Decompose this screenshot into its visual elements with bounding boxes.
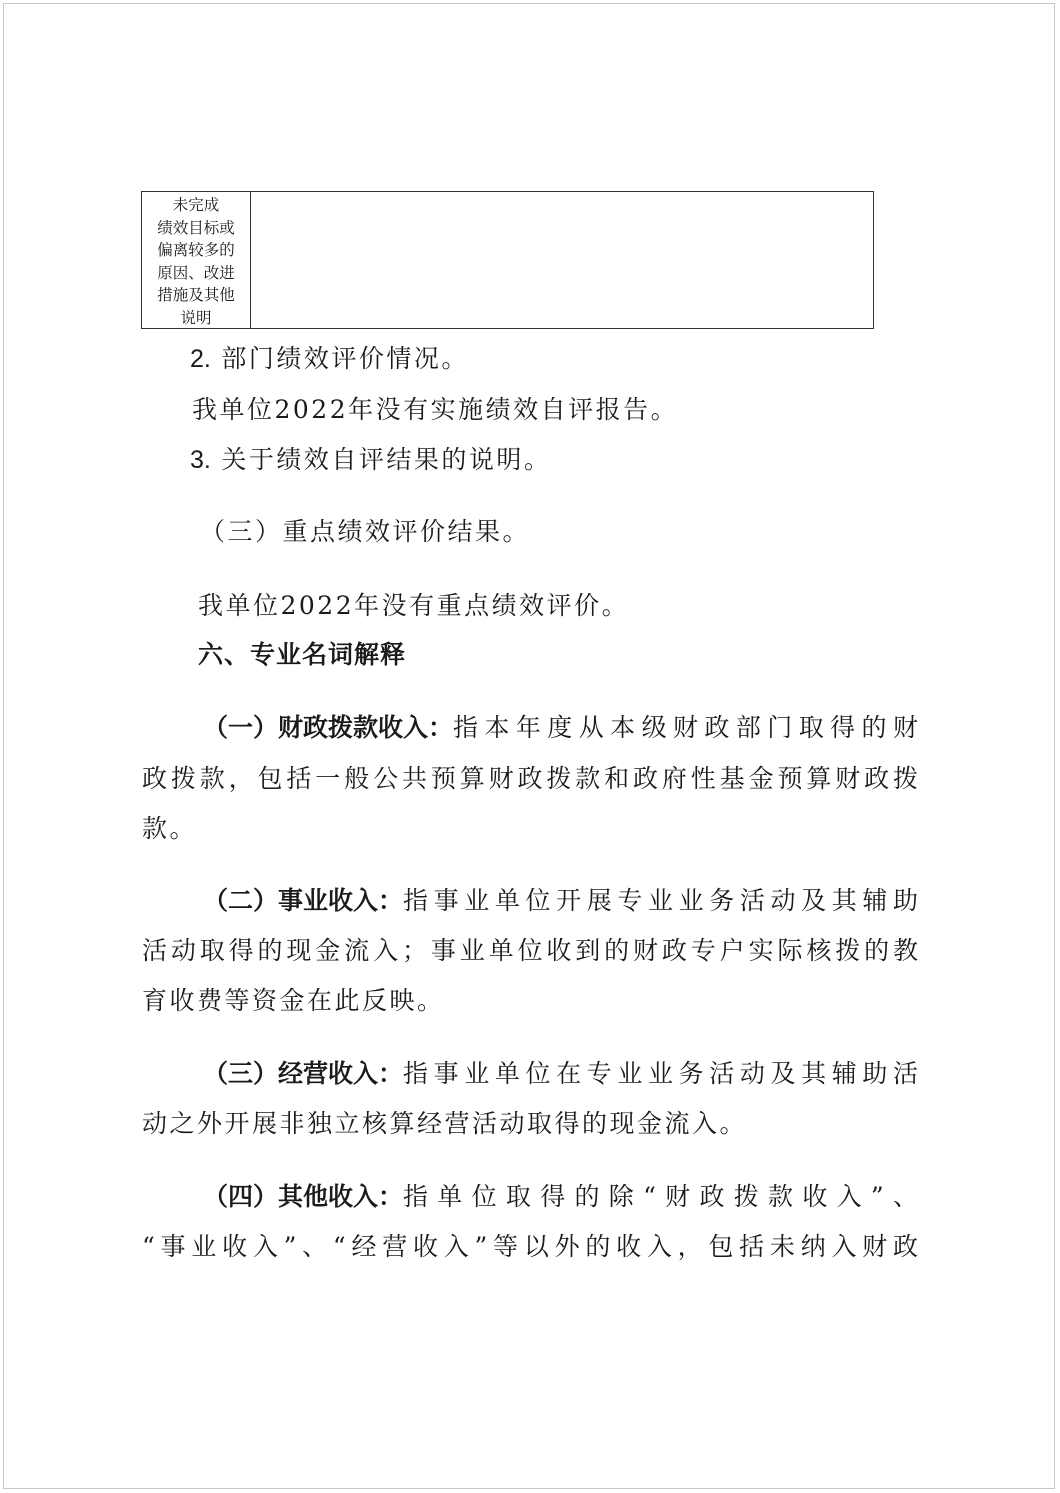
table-label-line: 偏离较多的 [157,241,235,259]
definition-other-income-line2: “事业收入”、“经营收入”等以外的收入，包括未纳入财政 [142,1232,918,1261]
item-text: 部门绩效评价情况。 [221,344,469,373]
item-number: 3. [190,446,211,474]
definition-fiscal-allocation-line3: 款。 [142,814,198,843]
definition-text: 指本年度从本级财政部门取得的财 [453,713,918,742]
paragraph-no-key-evaluation: 我单位2022年没有重点绩效评价。 [198,591,630,620]
term-label: （三）经营收入： [203,1059,404,1088]
table-label-line: 绩效目标或 [157,218,235,237]
section-heading-key-evaluation: （三）重点绩效评价结果。 [200,517,531,546]
definition-business-income-line2: 活动取得的现金流入；事业单位收到的财政专户实际核拨的教 [142,936,918,965]
definition-other-income-line1 [203,1180,918,1214]
table-label-line: 未完成 [172,196,220,214]
table-label-line: 原因、改进 [157,263,235,282]
section-heading-terms: 六、专业名词解释 [198,640,407,669]
item-text: 关于绩效自评结果的说明。 [221,445,552,474]
definition-text: 指单位取得的除“财政拨款收入”、 [403,1182,918,1211]
item-number: 2. [190,345,211,373]
table-label-line: 措施及其他 [157,286,235,304]
performance-table [141,191,874,329]
term-label: （四）其他收入： [203,1182,404,1211]
definition-fiscal-allocation-line1 [203,711,918,745]
term-label: （二）事业收入： [203,886,404,915]
definition-text: 指事业单位在专业业务活动及其辅助活 [403,1059,918,1088]
table-label-line: 说明 [180,308,212,327]
term-label: （一）财政拨款收入： [203,713,454,742]
definition-business-income-line3: 育收费等资金在此反映。 [142,986,445,1015]
paragraph-department-evaluation [190,342,469,376]
table-label-cell [142,192,251,328]
definition-business-income-line1 [203,884,918,918]
definition-text: 指事业单位开展专业业务活动及其辅助 [403,886,918,915]
paragraph-no-self-evaluation: 我单位2022年没有实施绩效自评报告。 [192,395,679,424]
paragraph-self-evaluation-results [190,443,551,477]
definition-fiscal-allocation-line2: 政拨款，包括一般公共预算财政拨款和政府性基金预算财政拨 [142,764,918,793]
table-value-cell [251,192,873,328]
definition-operating-income-line2: 动之外开展非独立核算经营活动取得的现金流入。 [142,1109,748,1138]
definition-operating-income-line1 [203,1057,918,1091]
